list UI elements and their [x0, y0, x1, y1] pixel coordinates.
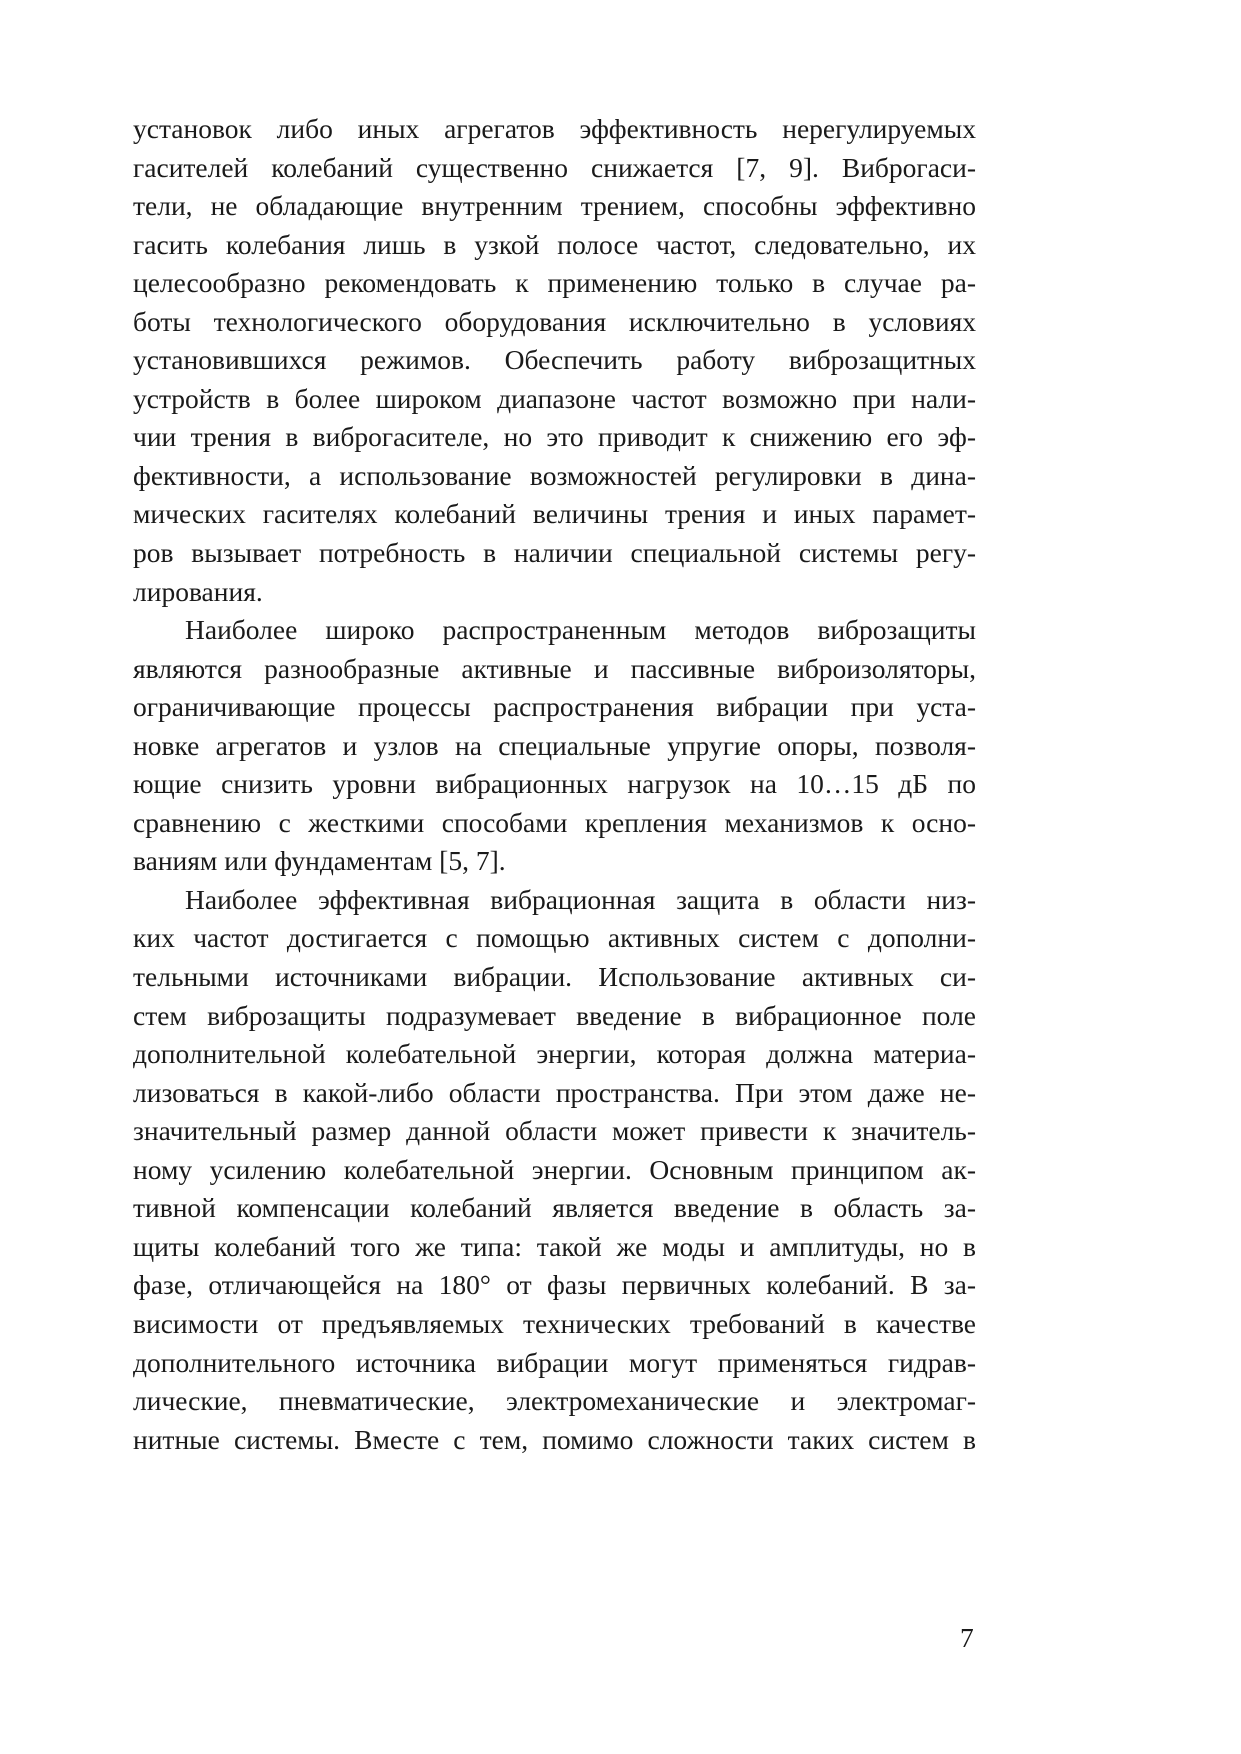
text-line: Наиболее широко распространенным методов виброзащиты [185, 614, 976, 646]
text-line: висимости от предъявляемых технических требований в качестве [133, 1307, 976, 1339]
text-line: нитные системы. Вместе с тем, помимо сложности таких систем в [133, 1423, 976, 1455]
text-line: ющие снизить уровни вибрационных нагрузок на 10…15 дБ по [133, 768, 976, 800]
text-line: тельными источниками вибрации. Использование активных си- [133, 961, 976, 993]
text-line: ваниям или фундаментам [5, 7]. [133, 845, 506, 877]
text-line: лирования. [133, 575, 263, 607]
text-line: дополнительной колебательной энергии, которая должна материа- [133, 1038, 976, 1070]
text-line: целесообразно рекомендовать к применению только в случае ра- [133, 267, 976, 299]
text-line: стем виброзащиты подразумевает введение в вибрационное поле [133, 999, 976, 1031]
text-line: гасителей колебаний существенно снижается [7, 9]. Виброгаси- [133, 151, 976, 183]
text-line: устройств в более широком диапазоне частот возможно при нали- [133, 382, 976, 414]
body-text [133, 110, 976, 1459]
paragraph [133, 881, 976, 1459]
text-line: ограничивающие процессы распространения вибрации при уста- [133, 691, 976, 723]
text-line: мических гасителях колебаний величины трения и иных парамет- [133, 498, 976, 530]
text-line: щиты колебаний того же типа: такой же моды и амплитуды, но в [133, 1230, 976, 1262]
text-line: установок либо иных агрегатов эффективность нерегулируемых [133, 113, 976, 144]
text-line: значительный размер данной области может привести к значитель- [133, 1115, 976, 1147]
text-line: гасить колебания лишь в узкой полосе частот, следовательно, их [133, 228, 976, 260]
text-line: ному усилению колебательной энергии. Основным принципом ак- [133, 1153, 976, 1185]
paragraph [133, 611, 976, 881]
paragraph [133, 110, 976, 611]
text-line: дополнительного источника вибрации могут применяться гидрав- [133, 1346, 976, 1378]
text-line: фазе, отличающейся на 180° от фазы первичных колебаний. В за- [133, 1269, 976, 1301]
text-line: новке агрегатов и узлов на специальные упругие опоры, позволя- [133, 729, 976, 761]
text-line: чии трения в виброгасителе, но это приводит к снижению его эф- [133, 421, 976, 453]
text-line: тивной компенсации колебаний является введение в область за- [133, 1192, 976, 1224]
text-line: ких частот достигается с помощью активных систем с дополни- [133, 922, 976, 954]
text-line: установившихся режимов. Обеспечить работу виброзащитных [133, 344, 976, 376]
text-line: лические, пневматические, электромеханические и электромаг- [133, 1385, 976, 1417]
text-line: являются разнообразные активные и пассивные виброизоляторы, [133, 652, 976, 684]
text-line: Наиболее эффективная вибрационная защита в области низ- [185, 883, 976, 915]
text-line: ров вызывает потребность в наличии специальной системы регу- [133, 537, 976, 569]
page-number: 7 [960, 1622, 974, 1653]
text-line: фективности, а использование возможностей регулировки в дина- [133, 459, 976, 491]
text-line: лизоваться в какой-либо области пространства. При этом даже не- [133, 1076, 976, 1108]
text-line: сравнению с жесткими способами крепления механизмов к осно- [133, 806, 976, 838]
text-line: боты технологического оборудования исключительно в условиях [133, 305, 976, 337]
text-line: тели, не обладающие внутренним трением, способны эффективно [133, 190, 976, 222]
